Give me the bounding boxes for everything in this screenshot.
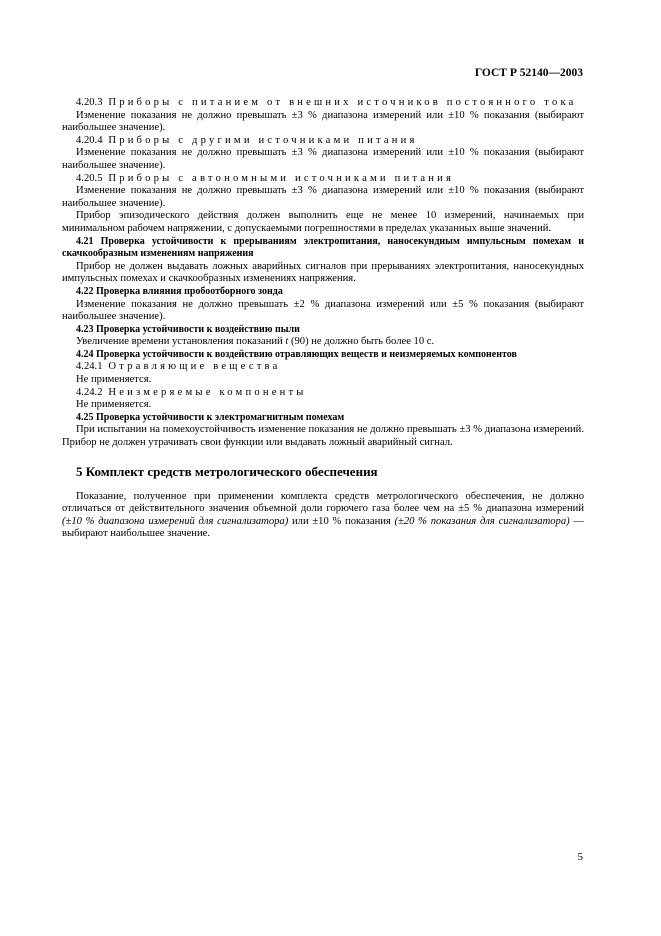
subsection-4-24-2-title: 4.24.2 Неизмеряемые компоненты	[76, 386, 307, 398]
section-5-title: 5 Комплект средств метрологического обеспечения	[76, 463, 378, 479]
section-4-25-text: При испытании на помехоустойчивость изменение показания не должно превышать ±3 % диапазона измерений. Прибор не должен утрачивать свои функции или выдавать ложный аварийный сигнал.	[62, 424, 584, 449]
subsection-4-20-4-text: Изменение показания не должно превышать ±3 % диапазона измерений или ±10 % показания (выбирают наибольшее значение).	[62, 147, 584, 171]
document-body	[62, 97, 584, 541]
subsection-4-20-3-text: Изменение показания не должно превышать ±3 % диапазона измерений или ±10 % показания (выбирают наибольшее значение).	[62, 109, 584, 134]
subsection-4-20-5-text: Изменение показания не должно превышать ±3 % диапазона измерений или ±10 % показания (выбирают наибольшее значение).	[62, 185, 584, 209]
section-4-21-heading: 4.21 Проверка устойчивости к прерываниям электропитания, наносекундным импульсным помехам и скачкообразным изменениям напряжения	[62, 235, 584, 260]
section-4-21-text: Прибор не должен выдавать ложных аварийных сигналов при прерываниях электропитания, наносекундных импульсных помехах и скачкообразных изменениях напряжения.	[62, 260, 584, 285]
subsection-4-20-3-title: 4.20.3 Приборы с питанием от внешних источников постоянного тока	[76, 97, 577, 108]
subsection-4-24-2-text: Не применяется.	[76, 399, 152, 411]
subsection-4-20-5-title: 4.20.5 Приборы с автономными источниками питания	[76, 172, 455, 184]
section-5-text: Показание, полученное при применении комплекта средств метрологического обеспечения, не должно отличаться от действительного значения объемной доли горючего газа более чем на ±5 % диапазона измерений (±10 % диапазона измерений для сигнализатора) или ±10 % показания (±20 % показания для сигнализатора) — выбирают наибольшее значение.	[62, 490, 584, 540]
section-4-23-text: Увеличение времени установления показаний t (90) не должно быть более 10 с.	[76, 336, 435, 348]
section-4-22-text: Изменение показания не должно превышать ±2 % диапазона измерений или ±5 % показания (выбирают наибольшее значение).	[62, 298, 584, 323]
episodic-device-text: Прибор эпизодического действия должен выполнить еще не менее 10 измерений, начинаемых при минимальном рабочем напряжении, с допускаемыми погрешностями в пределах указанных выше значений.	[62, 210, 584, 234]
subsection-4-24-1-title: 4.24.1 Отравляющие вещества	[76, 361, 281, 373]
document-header: ГОСТ Р 52140—2003	[474, 67, 583, 79]
section-4-24-heading: 4.24 Проверка устойчивости к воздействию отравляющих веществ и неизмеряемых компонентов	[76, 348, 517, 360]
page-number: 5	[577, 851, 583, 863]
subsection-4-20-4-title: 4.20.4 Приборы с другими источниками питания	[76, 134, 418, 146]
section-4-23-heading: 4.23 Проверка устойчивости к воздействию пыли	[76, 323, 300, 335]
section-4-25-heading: 4.25 Проверка устойчивости к электромагнитным помехам	[76, 411, 345, 423]
subsection-4-24-1-text: Не применяется.	[76, 374, 152, 386]
section-4-22-heading: 4.22 Проверка влияния пробоотборного зонда	[76, 285, 283, 297]
